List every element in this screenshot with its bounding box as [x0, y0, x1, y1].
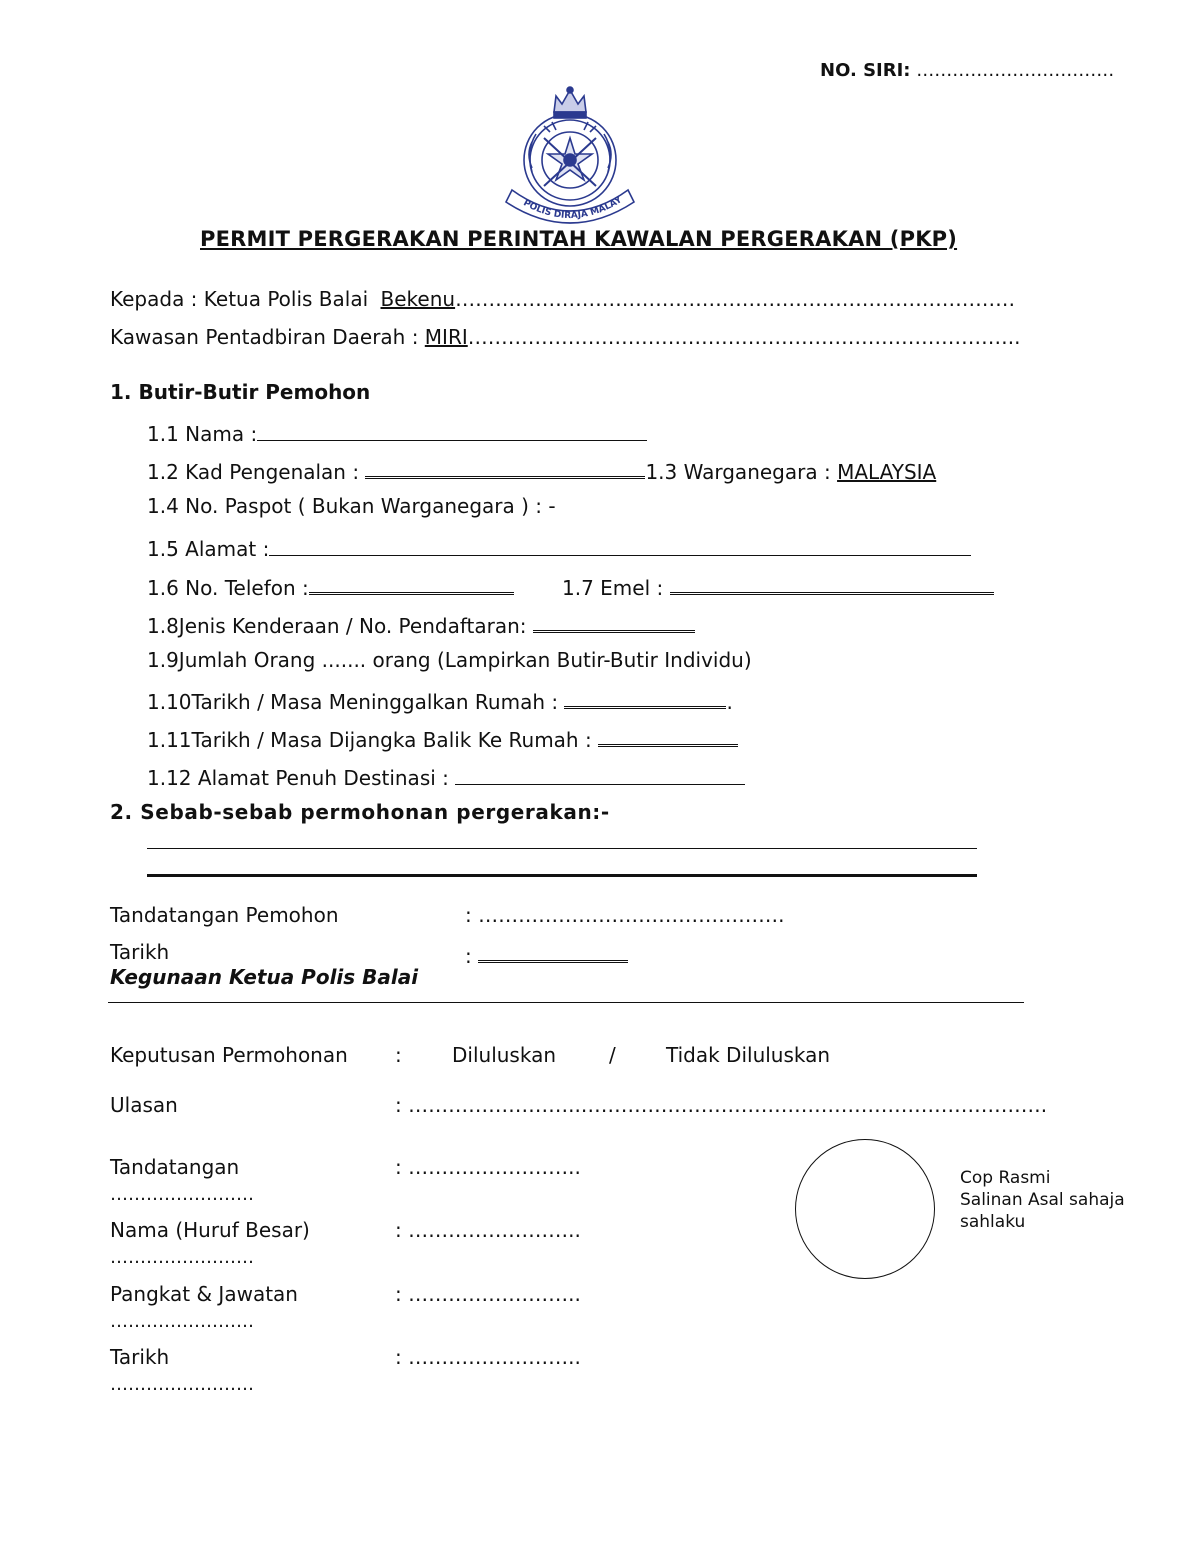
to-value: Bekenu [380, 287, 456, 311]
email-label: 1.7 Emel : [562, 576, 664, 600]
applicant-signature-label: Tandatangan Pemohon [110, 903, 339, 927]
citizenship-label: 1.3 Warganegara : [645, 460, 831, 484]
officer-name-label: Nama (Huruf Besar) [110, 1218, 310, 1242]
officer-rank-field[interactable]: : …………………….. [395, 1282, 581, 1306]
phone-label: 1.6 No. Telefon : [147, 576, 309, 600]
serial-label: NO. SIRI: [820, 60, 911, 81]
to-dots: ………………………………………………………………………… [455, 287, 1016, 311]
official-stamp-circle [795, 1139, 935, 1279]
applicant-date-colon: : [465, 944, 472, 968]
ic-row [147, 456, 936, 484]
applicant-date-field[interactable] [478, 940, 628, 963]
officer-signature-field[interactable]: : …………………….. [395, 1155, 581, 1179]
address-row [147, 533, 971, 561]
decision-rejected[interactable]: Tidak Diluluskan [666, 1043, 831, 1067]
destination-label: 1.12 Alamat Penuh Destinasi : [147, 766, 449, 790]
leave-row [147, 686, 733, 714]
applicant-date-row [465, 940, 628, 968]
decision-separator: / [609, 1043, 616, 1067]
district-label: Kawasan Pentadbiran Daerah : [110, 325, 419, 349]
vehicle-row [147, 610, 695, 638]
name-row [147, 418, 647, 446]
officer-signature-wrap: …………………… [110, 1184, 254, 1205]
remarks-field[interactable]: : ……………………..……………………………………………………………. [395, 1093, 1048, 1117]
leave-field[interactable] [564, 686, 726, 709]
to-line [110, 287, 1015, 311]
destination-row [147, 762, 745, 790]
serial-number [820, 60, 1114, 81]
to-label: Kepada : Ketua Polis Balai [110, 287, 369, 311]
decision-colon: : [395, 1043, 402, 1067]
district-dots: ……………………………………………………………………….. [467, 325, 1021, 349]
vehicle-label: 1.8Jenis Kenderaan / No. Pendaftaran: [147, 614, 527, 638]
citizenship-value: MALAYSIA [837, 460, 937, 484]
ic-field[interactable] [365, 456, 645, 479]
officer-name-field[interactable]: : …………………….. [395, 1218, 581, 1242]
applicant-signature-field[interactable]: : ………………………………………. [465, 903, 785, 927]
reason-line-2[interactable] [147, 874, 977, 877]
page-title: PERMIT PERGERAKAN PERINTAH KAWALAN PERGERAKAN (PKP) [200, 227, 958, 251]
destination-field[interactable] [455, 762, 745, 785]
section-divider [108, 1002, 1024, 1003]
remarks-label: Ulasan [110, 1093, 178, 1117]
decision-label: Keputusan Permohonan [110, 1043, 348, 1067]
officer-rank-label: Pangkat & Jawatan [110, 1282, 298, 1306]
passport-row: 1.4 No. Paspot ( Bukan Warganegara ) : - [147, 494, 556, 518]
stamp-line-3: sahlaku [960, 1212, 1026, 1232]
email-field[interactable] [670, 572, 994, 595]
phone-field[interactable] [309, 572, 514, 595]
officer-date-wrap: …………………… [110, 1374, 254, 1395]
officer-rank-wrap: …………………… [110, 1311, 254, 1332]
email-row [562, 572, 994, 600]
police-crest-icon [500, 82, 640, 232]
leave-suffix: . [726, 690, 733, 714]
people-row: 1.9Jumlah Orang ....... orang (Lampirkan Butir-Butir Individu) [147, 648, 752, 672]
decision-approved[interactable]: Diluluskan [452, 1043, 557, 1067]
leave-label: 1.10Tarikh / Masa Meninggalkan Rumah : [147, 690, 559, 714]
phone-row [147, 572, 514, 600]
address-label: 1.5 Alamat : [147, 537, 270, 561]
return-label: 1.11Tarikh / Masa Dijangka Balik Ke Rumah : [147, 728, 592, 752]
stamp-line-1: Cop Rasmi [960, 1168, 1051, 1188]
return-row [147, 724, 738, 752]
stamp-line-2: Salinan Asal sahaja [960, 1190, 1125, 1210]
vehicle-field[interactable] [533, 610, 695, 633]
crest-ribbon-text: POLIS DIRAJA MALAY [521, 195, 624, 222]
crest-svg [500, 82, 640, 232]
name-label: 1.1 Nama : [147, 422, 258, 446]
district-value: MIRI [424, 325, 468, 349]
officer-date-field[interactable]: : …………………….. [395, 1345, 581, 1369]
name-field[interactable] [257, 418, 647, 441]
applicant-date-label: Tarikh [110, 940, 170, 964]
officer-name-wrap: …………………… [110, 1247, 254, 1268]
reason-line-1[interactable] [147, 848, 977, 849]
officer-signature-label: Tandatangan [110, 1155, 240, 1179]
section2-heading: 2. Sebab-sebab permohonan pergerakan:- [110, 800, 610, 824]
district-line [110, 325, 1020, 349]
officer-date-label: Tarikh [110, 1345, 170, 1369]
stamp-note [960, 1167, 1125, 1233]
address-field[interactable] [269, 533, 971, 556]
section1-heading: 1. Butir-Butir Pemohon [110, 380, 371, 404]
police-use-heading: Kegunaan Ketua Polis Balai [110, 965, 419, 989]
serial-dots: …………………………… [916, 60, 1115, 81]
ic-label: 1.2 Kad Pengenalan : [147, 460, 360, 484]
return-field[interactable] [598, 724, 738, 747]
